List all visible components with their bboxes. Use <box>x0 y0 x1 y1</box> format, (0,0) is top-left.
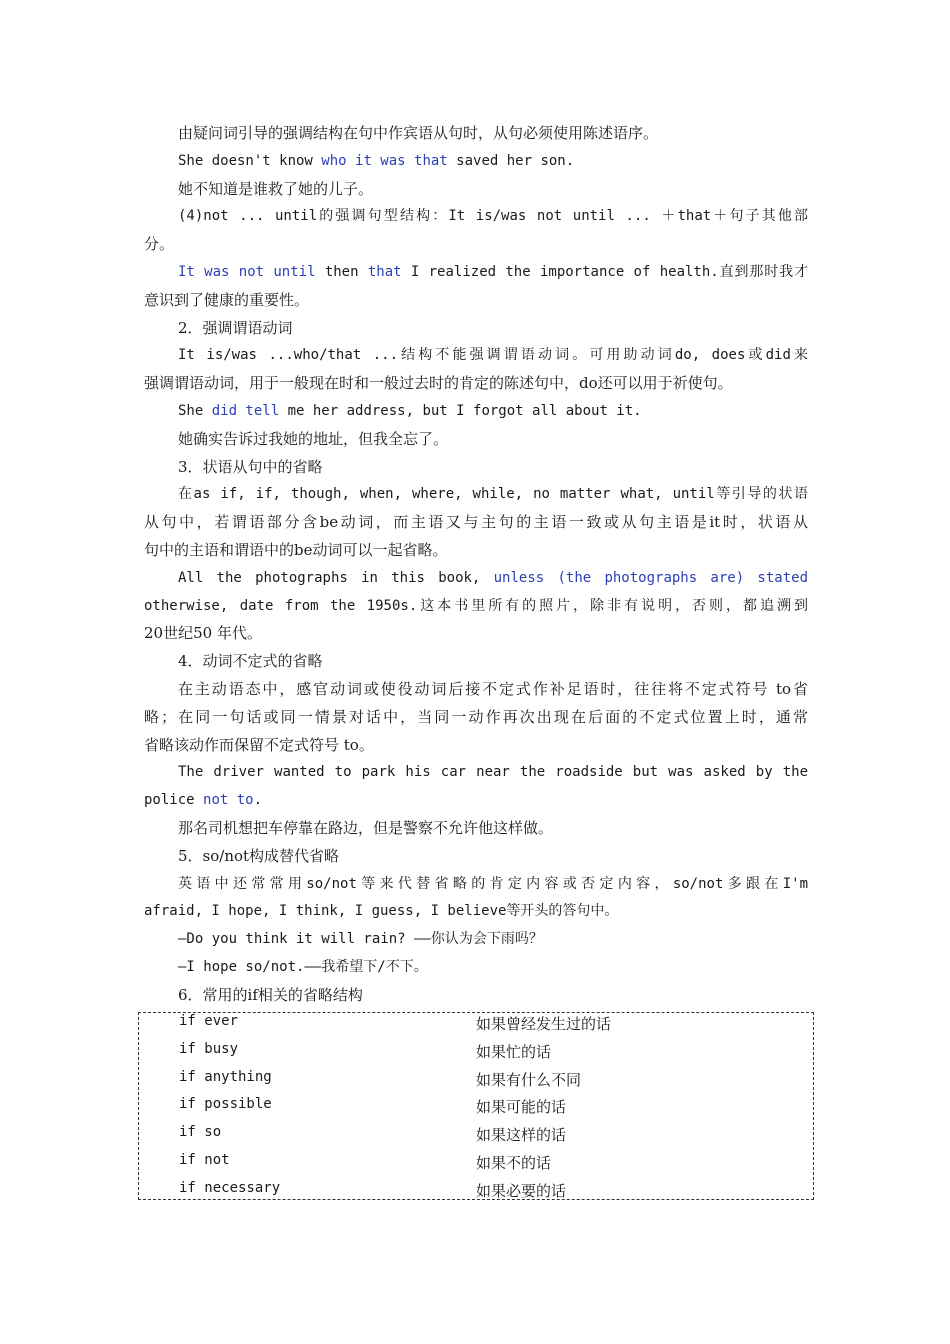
paragraph: It is/was ...who/that ...结构不能强调谓语动词。可用助动词do, does或did来 <box>178 347 808 364</box>
table-row <box>139 1180 813 1208</box>
highlight-text: not to <box>203 792 254 809</box>
text-span: I realized the importance of health.直到那时我才 <box>401 263 809 280</box>
translation: 意识到了健康的重要性。 <box>144 290 310 309</box>
paragraph: 英语中还常常用so/not等来代替省略的肯定内容或否定内容，so/not多跟在I'm <box>178 875 808 892</box>
text-span: She <box>178 402 212 419</box>
table-cell-en: if so <box>179 1124 222 1141</box>
if-structure-table <box>138 1012 814 1200</box>
table-row <box>139 1096 813 1124</box>
table-cell-zh: 如果必要的话 <box>476 1181 567 1200</box>
highlight-text: did tell <box>211 402 280 419</box>
example-sentence: The driver wanted to park his car near the roadside but was asked by the <box>178 764 808 781</box>
paragraph: 分。 <box>144 235 175 254</box>
table-cell-zh: 如果这样的话 <box>476 1126 567 1145</box>
text-span: All the photographs in this book, <box>178 569 494 586</box>
paragraph: 由疑问词引导的强调结构在句中作宾语从句时，从句必须使用陈述语序。 <box>178 124 659 142</box>
table-row <box>139 1124 813 1152</box>
table-cell-zh: 如果可能的话 <box>476 1098 567 1117</box>
example-sentence: otherwise, date from the 1950s.这本书里所有的照片，除非有说明，否则，都追溯到 <box>144 597 808 614</box>
example-sentence <box>144 565 808 593</box>
table-cell-en: if ever <box>179 1013 239 1029</box>
translation: 她确实告诉过我她的地址，但我全忘了。 <box>178 429 449 448</box>
paragraph: (4)not ... until的强调句型结构：It is/was not until ... ＋that＋句子其他部 <box>178 208 808 225</box>
text-span: She doesn't know <box>178 152 322 169</box>
table-cell-en: if possible <box>179 1096 272 1113</box>
example-sentence <box>144 398 808 426</box>
highlight-text: that <box>367 263 402 280</box>
text-span: saved her son. <box>447 152 575 169</box>
paragraph: 强调谓语动词，用于一般现在时和一般过去时的肯定的陈述句中，do还可以用于祈使句。 <box>144 374 733 393</box>
section-heading: 4．动词不定式的省略 <box>178 652 323 671</box>
section-heading: 6．常用的if相关的省略结构 <box>178 985 363 1004</box>
table-cell-zh: 如果不的话 <box>476 1154 552 1172</box>
highlight-text: It was not until <box>178 263 316 280</box>
section-heading: 2．强调谓语动词 <box>178 318 293 337</box>
section-heading: 5．so/not构成替代省略 <box>178 846 340 865</box>
translation: 她不知道是谁救了她的儿子。 <box>178 179 374 198</box>
section-heading: 3．状语从句中的省略 <box>178 457 323 476</box>
paragraph: 从句中，若谓语部分含be动词，而主语又与主句的主语一致或从句主语是it时，状语从 <box>144 513 808 532</box>
dialogue-line: —Do you think it will rain? ——你认为会下雨吗？ <box>178 931 543 948</box>
document-body <box>144 120 808 1010</box>
translation: 20世纪50 年代。 <box>144 624 262 643</box>
text-span: . <box>253 792 263 809</box>
table-cell-zh: 如果曾经发生过的话 <box>476 1015 612 1033</box>
example-sentence <box>144 787 808 815</box>
table-cell-zh: 如果忙的话 <box>476 1042 552 1061</box>
highlight-text: unless (the photographs are) stated <box>493 569 808 586</box>
paragraph: 在主动语态中，感官动词或使役动词后接不定式作补足语时，往往将不定式符号 to省 <box>178 679 808 698</box>
table-cell-en: if necessary <box>179 1179 281 1196</box>
table-row <box>139 1041 813 1069</box>
paragraph: 省略该动作而保留不定式符号 to。 <box>144 735 374 754</box>
paragraph: 略；在同一句话或同一情景对话中，当同一动作再次出现在后面的不定式位置上时，通常 <box>144 707 808 726</box>
table-row <box>139 1069 813 1097</box>
text-span: then <box>315 263 368 280</box>
table-cell-en: if busy <box>179 1040 239 1057</box>
example-sentence <box>144 259 808 287</box>
text-span: police <box>144 792 204 809</box>
table-cell-en: if not <box>179 1152 230 1168</box>
text-span: me her address, but I forgot all about it. <box>279 402 642 419</box>
table-cell-zh: 如果有什么不同 <box>476 1070 582 1089</box>
table-cell-en: if anything <box>179 1068 272 1085</box>
dialogue-line: —I hope so/not.——我希望下/不下。 <box>178 958 428 975</box>
translation: 那名司机想把车停靠在路边，但是警察不允许他这样做。 <box>178 818 554 837</box>
table-row <box>139 1152 813 1180</box>
paragraph: afraid, I hope, I think, I guess, I believe等开头的答句中。 <box>144 903 619 920</box>
paragraph: 在as if, if, though, when, where, while, no matter what, until等引导的状语 <box>178 486 808 503</box>
highlight-text: who it was that <box>321 152 448 169</box>
paragraph: 句中的主语和谓语中的be动词可以一起省略。 <box>144 540 448 559</box>
table-row <box>139 1013 813 1041</box>
example-sentence <box>144 148 808 176</box>
